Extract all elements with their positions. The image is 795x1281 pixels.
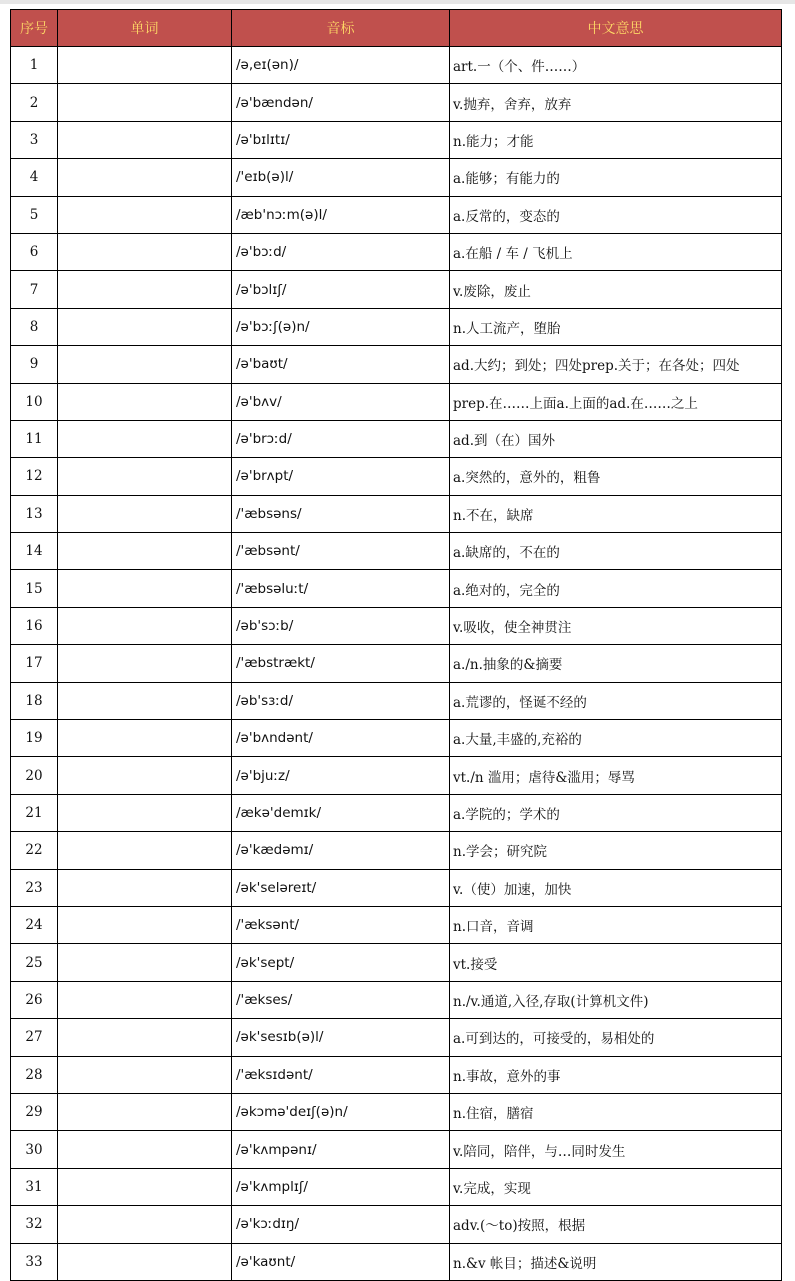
meaning-cell: a.反常的，变态的	[450, 196, 782, 233]
phonetic-cell: /'æbstrækt/	[232, 645, 450, 682]
row-number: 29	[11, 1093, 58, 1130]
phonetic-cell: /ə'kʌmplɪʃ/	[232, 1168, 450, 1205]
meaning-cell: n.&v 帐目；描述&说明	[450, 1243, 782, 1280]
meaning-cell: vt.接受	[450, 944, 782, 981]
word-cell[interactable]	[58, 420, 232, 457]
table-row	[11, 271, 782, 308]
meaning-cell: v.废除，废止	[450, 271, 782, 308]
meaning-cell: a.缺席的，不在的	[450, 533, 782, 570]
word-cell[interactable]	[58, 196, 232, 233]
meaning-cell: vt./n 滥用；虐待&滥用；辱骂	[450, 757, 782, 794]
phonetic-cell: /ə'bɔːʃ(ə)n/	[232, 308, 450, 345]
word-cell[interactable]	[58, 720, 232, 757]
row-number: 33	[11, 1243, 58, 1280]
table-row	[11, 869, 782, 906]
table-row	[11, 607, 782, 644]
phonetic-cell: /'æbsəluːt/	[232, 570, 450, 607]
table-row	[11, 233, 782, 270]
phonetic-cell: /ə'bɪlɪtɪ/	[232, 121, 450, 158]
meaning-cell: a.大量,丰盛的,充裕的	[450, 720, 782, 757]
word-cell[interactable]	[58, 1019, 232, 1056]
row-number: 11	[11, 420, 58, 457]
table-row	[11, 121, 782, 158]
table-row	[11, 458, 782, 495]
header-row	[11, 10, 782, 47]
meaning-cell: a.能够；有能力的	[450, 159, 782, 196]
word-cell[interactable]	[58, 346, 232, 383]
table-row	[11, 1131, 782, 1168]
meaning-cell: n.口音，音调	[450, 906, 782, 943]
word-cell[interactable]	[58, 495, 232, 532]
phonetic-cell: /ə'kʌmpənɪ/	[232, 1131, 450, 1168]
phonetic-cell: /ək'seləreɪt/	[232, 869, 450, 906]
table-row	[11, 794, 782, 831]
phonetic-cell: /'æksɪdənt/	[232, 1056, 450, 1093]
table-row	[11, 495, 782, 532]
meaning-cell: prep.在……上面a.上面的ad.在……之上	[450, 383, 782, 420]
table-row	[11, 832, 782, 869]
row-number: 24	[11, 906, 58, 943]
word-cell[interactable]	[58, 1206, 232, 1243]
word-cell[interactable]	[58, 1243, 232, 1280]
header-chinese-meaning: 中文意思	[450, 10, 782, 47]
word-cell[interactable]	[58, 794, 232, 831]
table-row	[11, 720, 782, 757]
meaning-cell: a.在船 / 车 / 飞机上	[450, 233, 782, 270]
phonetic-cell: /ə,eɪ(ən)/	[232, 47, 450, 84]
meaning-cell: n.人工流产，堕胎	[450, 308, 782, 345]
table-row	[11, 533, 782, 570]
phonetic-cell: /'æksənt/	[232, 906, 450, 943]
meaning-cell: v.（使）加速，加快	[450, 869, 782, 906]
phonetic-cell: /ə'kaʊnt/	[232, 1243, 450, 1280]
word-cell[interactable]	[58, 458, 232, 495]
meaning-cell: n.事故，意外的事	[450, 1056, 782, 1093]
word-cell[interactable]	[58, 383, 232, 420]
table-row	[11, 383, 782, 420]
word-cell[interactable]	[58, 906, 232, 943]
row-number: 8	[11, 308, 58, 345]
row-number: 7	[11, 271, 58, 308]
phonetic-cell: /ə'bɔlɪʃ/	[232, 271, 450, 308]
row-number: 25	[11, 944, 58, 981]
row-number: 16	[11, 607, 58, 644]
row-number: 5	[11, 196, 58, 233]
meaning-cell: v.抛弃，舍弃，放弃	[450, 84, 782, 121]
word-cell[interactable]	[58, 869, 232, 906]
table-row	[11, 682, 782, 719]
row-number: 20	[11, 757, 58, 794]
word-cell[interactable]	[58, 1056, 232, 1093]
table-row	[11, 1019, 782, 1056]
row-number: 28	[11, 1056, 58, 1093]
word-cell[interactable]	[58, 308, 232, 345]
table-row	[11, 906, 782, 943]
phonetic-cell: /ə'bændən/	[232, 84, 450, 121]
table-row	[11, 944, 782, 981]
phonetic-cell: /æb'nɔːm(ə)l/	[232, 196, 450, 233]
table-row	[11, 645, 782, 682]
phonetic-cell: /ə'baʊt/	[232, 346, 450, 383]
word-cell[interactable]	[58, 1093, 232, 1130]
row-number: 12	[11, 458, 58, 495]
meaning-cell: v.陪同，陪伴，与…同时发生	[450, 1131, 782, 1168]
row-number: 4	[11, 159, 58, 196]
table-row	[11, 84, 782, 121]
meaning-cell: a./n.抽象的&摘要	[450, 645, 782, 682]
table-row	[11, 1243, 782, 1280]
row-number: 22	[11, 832, 58, 869]
row-number: 26	[11, 981, 58, 1018]
row-number: 2	[11, 84, 58, 121]
phonetic-cell: /ə'brɔːd/	[232, 420, 450, 457]
word-cell[interactable]	[58, 607, 232, 644]
meaning-cell: ad.到（在）国外	[450, 420, 782, 457]
meaning-cell: a.突然的，意外的，粗鲁	[450, 458, 782, 495]
meaning-cell: a.荒谬的，怪诞不经的	[450, 682, 782, 719]
row-number: 13	[11, 495, 58, 532]
row-number: 17	[11, 645, 58, 682]
header-word: 单词	[58, 10, 232, 47]
row-number: 14	[11, 533, 58, 570]
meaning-cell: a.学院的；学术的	[450, 794, 782, 831]
word-cell[interactable]	[58, 645, 232, 682]
word-cell[interactable]	[58, 84, 232, 121]
meaning-cell: v.吸收，使全神贯注	[450, 607, 782, 644]
phonetic-cell: /əb'sɜːd/	[232, 682, 450, 719]
word-cell[interactable]	[58, 832, 232, 869]
phonetic-cell: /ə'bʌv/	[232, 383, 450, 420]
word-cell[interactable]	[58, 233, 232, 270]
meaning-cell: n.不在，缺席	[450, 495, 782, 532]
word-cell[interactable]	[58, 944, 232, 981]
row-number: 23	[11, 869, 58, 906]
table-row	[11, 1056, 782, 1093]
phonetic-cell: /'ækses/	[232, 981, 450, 1018]
meaning-cell: a.绝对的，完全的	[450, 570, 782, 607]
table-row	[11, 159, 782, 196]
phonetic-cell: /ækə'demɪk/	[232, 794, 450, 831]
meaning-cell: art.一（个、件……）	[450, 47, 782, 84]
table-row	[11, 1168, 782, 1205]
phonetic-cell: /ək'sept/	[232, 944, 450, 981]
phonetic-cell: /əkɔmə'deɪʃ(ə)n/	[232, 1093, 450, 1130]
word-cell[interactable]	[58, 1168, 232, 1205]
row-number: 21	[11, 794, 58, 831]
header-phonetic: 音标	[232, 10, 450, 47]
meaning-cell: n./v.通道,入径,存取(计算机文件)	[450, 981, 782, 1018]
top-edge-strip	[0, 0, 795, 4]
table-row	[11, 346, 782, 383]
meaning-cell: n.住宿，膳宿	[450, 1093, 782, 1130]
row-number: 31	[11, 1168, 58, 1205]
row-number: 32	[11, 1206, 58, 1243]
word-cell[interactable]	[58, 47, 232, 84]
row-number: 30	[11, 1131, 58, 1168]
table-body	[11, 47, 782, 1281]
row-number: 1	[11, 47, 58, 84]
word-cell[interactable]	[58, 570, 232, 607]
phonetic-cell: /ə'kɔːdɪŋ/	[232, 1206, 450, 1243]
table-row	[11, 757, 782, 794]
header-number: 序号	[11, 10, 58, 47]
word-cell[interactable]	[58, 533, 232, 570]
row-number: 18	[11, 682, 58, 719]
row-number: 3	[11, 121, 58, 158]
word-cell[interactable]	[58, 682, 232, 719]
table-row	[11, 308, 782, 345]
table-row	[11, 981, 782, 1018]
row-number: 6	[11, 233, 58, 270]
meaning-cell: a.可到达的，可接受的，易相处的	[450, 1019, 782, 1056]
table-header	[11, 10, 782, 47]
meaning-cell: v.完成，实现	[450, 1168, 782, 1205]
table-row	[11, 1206, 782, 1243]
meaning-cell: n.学会；研究院	[450, 832, 782, 869]
meaning-cell: n.能力；才能	[450, 121, 782, 158]
row-number: 15	[11, 570, 58, 607]
phonetic-cell: /ək'sesɪb(ə)l/	[232, 1019, 450, 1056]
word-cell[interactable]	[58, 271, 232, 308]
meaning-cell: adv.(～to)按照，根据	[450, 1206, 782, 1243]
word-cell[interactable]	[58, 981, 232, 1018]
table-row	[11, 47, 782, 84]
word-cell[interactable]	[58, 121, 232, 158]
phonetic-cell: /ə'kædəmɪ/	[232, 832, 450, 869]
meaning-cell: ad.大约；到处；四处prep.关于；在各处；四处	[450, 346, 782, 383]
phonetic-cell: /ə'bɔːd/	[232, 233, 450, 270]
phonetic-cell: /'eɪb(ə)l/	[232, 159, 450, 196]
row-number: 9	[11, 346, 58, 383]
table-row	[11, 1093, 782, 1130]
phonetic-cell: /ə'bjuːz/	[232, 757, 450, 794]
table-row	[11, 570, 782, 607]
phonetic-cell: /əb'sɔːb/	[232, 607, 450, 644]
row-number: 27	[11, 1019, 58, 1056]
word-cell[interactable]	[58, 1131, 232, 1168]
word-cell[interactable]	[58, 757, 232, 794]
phonetic-cell: /ə'bʌndənt/	[232, 720, 450, 757]
phonetic-cell: /'æbsənt/	[232, 533, 450, 570]
table-row	[11, 420, 782, 457]
vocabulary-table	[10, 9, 782, 1281]
row-number: 10	[11, 383, 58, 420]
table-row	[11, 196, 782, 233]
row-number: 19	[11, 720, 58, 757]
phonetic-cell: /'æbsəns/	[232, 495, 450, 532]
phonetic-cell: /ə'brʌpt/	[232, 458, 450, 495]
word-cell[interactable]	[58, 159, 232, 196]
